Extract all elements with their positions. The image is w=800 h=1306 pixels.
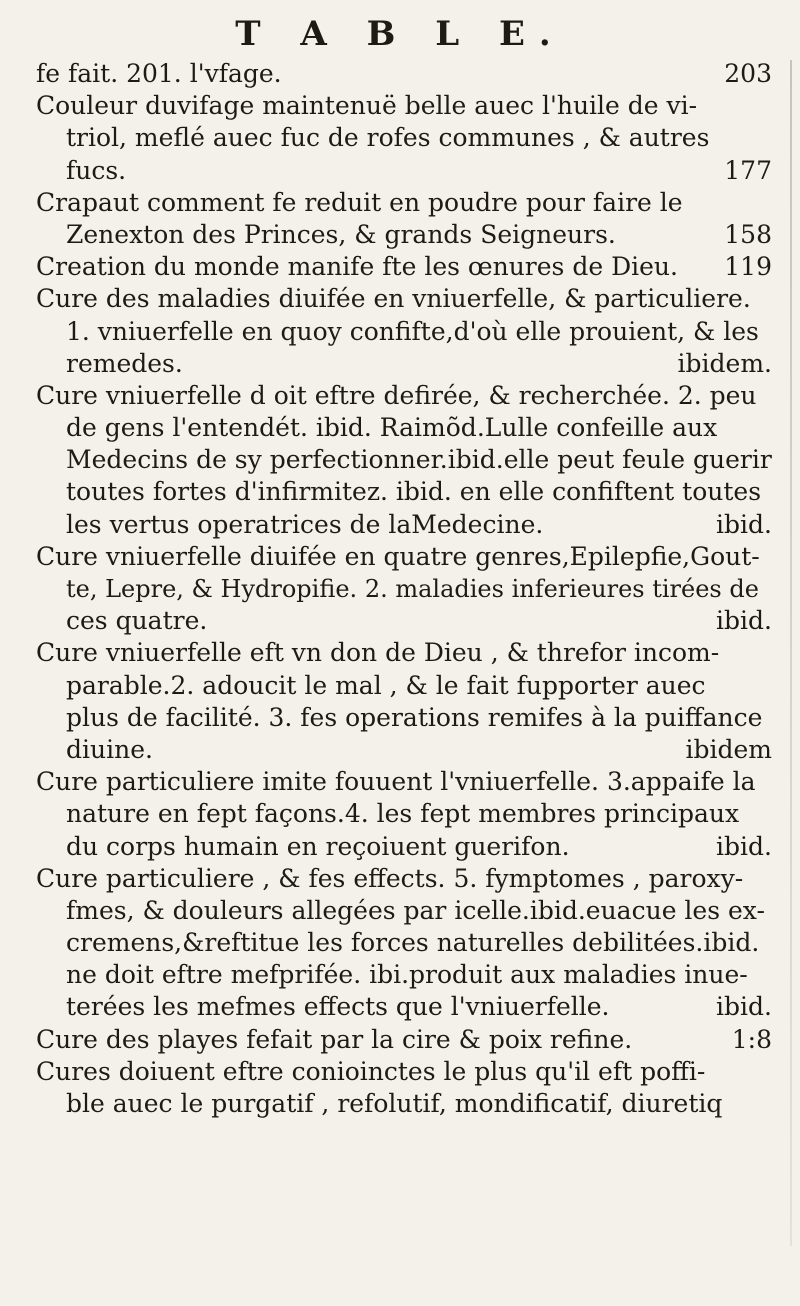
index-line-text: Cures doiuent eftre conioinctes le plus qu'il eft poffi- [36, 1056, 706, 1086]
index-line [36, 219, 772, 251]
index-line-text: Zenexton des Princes, & grands Seigneurs. [66, 219, 616, 249]
index-line-text: Creation du monde manife fte les œnures de Dieu. [36, 252, 678, 282]
index-line-text: Crapaut comment fe reduit en poudre pour faire le [36, 187, 683, 217]
index-line [36, 412, 772, 444]
index-line-text: plus de facilité. 3. fes operations remifes à la puiffance [66, 702, 763, 732]
page-reference: 158 [724, 219, 772, 249]
index-line [36, 895, 772, 927]
page-reference: ibid. [716, 509, 772, 539]
index-line [36, 863, 772, 895]
index-line-text: fucs. [66, 155, 127, 185]
index-line-text: Cure vniuerfelle d oit eftre defirée, & recherchée. 2. peu [36, 380, 757, 410]
index-line-text: nature en fept façons.4. les fept membres principaux [66, 799, 740, 829]
index-line [36, 927, 772, 959]
index-line [36, 90, 772, 122]
index-line [36, 1056, 772, 1088]
index-line [36, 1088, 772, 1120]
index-line [36, 155, 772, 187]
index-line-text: Cure des playes fefait par la cire & poix refine. [36, 1024, 633, 1054]
index-line [36, 605, 772, 637]
index-line [36, 991, 772, 1023]
index-line-text: te, Lepre, & Hydropifie. 2. maladies inferieures tirées de [66, 575, 759, 603]
index-line [36, 316, 772, 348]
index-line-text: Medecins de sy perfectionner.ibid.elle peut feule guerir [66, 445, 772, 475]
index-line [36, 766, 772, 798]
index-line [36, 637, 772, 669]
index-line-text: toutes fortes d'infirmitez. ibid. en elle confiftent toutes [66, 477, 762, 507]
index-line-text: Cure particuliere imite fouuent l'vniuerfelle. 3.appaife la [36, 767, 756, 797]
index-line-text: parable.2. adoucit le mal , & le fait fupporter auec [66, 670, 706, 700]
index-line [36, 444, 772, 476]
page-header: T A B L E. [235, 14, 565, 54]
index-line [36, 670, 772, 702]
index-entries [36, 58, 772, 1120]
page-reference: 1:8 [731, 1024, 772, 1054]
index-line-text: Cure des maladies diuifée en vniuerfelle, & particuliere. [36, 284, 751, 314]
index-line [36, 1024, 772, 1056]
index-line-text: Cure particuliere , & fes effects. 5. fymptomes , paroxy- [36, 863, 744, 893]
index-line-text: ces quatre. [66, 606, 208, 636]
index-line [36, 798, 772, 830]
index-line-text: fe fait. 201. l'vfage. [36, 59, 282, 88]
index-line-text: cremens,&reftitue les forces naturelles debilitées.ibid. [66, 928, 760, 958]
page-reference: 203 [724, 59, 772, 88]
index-line-text: 1. vniuerfelle en quoy confifte,d'où elle prouient, & les [66, 316, 759, 346]
page-edge [790, 60, 792, 1246]
index-line-text: diuine. [66, 734, 153, 764]
page-reference: 119 [724, 252, 772, 282]
index-line [36, 476, 772, 508]
index-line [36, 348, 772, 380]
index-line [36, 58, 772, 90]
index-line [36, 541, 772, 573]
index-line [36, 283, 772, 315]
index-line [36, 831, 772, 863]
index-line-text: ne doit eftre mefprifée. ibi.produit aux maladies inue- [66, 960, 748, 990]
index-line-text: les vertus operatrices de laMedecine. [66, 509, 544, 539]
page-reference: ibid. [716, 606, 772, 636]
index-line [36, 573, 772, 605]
index-line [36, 122, 772, 154]
index-line [36, 734, 772, 766]
index-line-text: fmes, & douleurs allegées par icelle.ibid.euacue les ex- [66, 895, 765, 925]
index-line-text: triol, meflé auec fuc de rofes communes , & autres [66, 123, 710, 153]
page-reference: ibidem. [677, 348, 772, 378]
index-line [36, 251, 772, 283]
index-line [36, 380, 772, 412]
index-line [36, 509, 772, 541]
index-line-text: terées les mefmes effects que l'vniuerfelle. [66, 992, 610, 1022]
index-line-text: Cure vniuerfelle eft vn don de Dieu , & threfor incom- [36, 638, 720, 668]
index-line [36, 187, 772, 219]
index-line-text: du corps humain en reçoiuent guerifon. [66, 831, 570, 861]
page-reference: 177 [724, 155, 772, 185]
page-reference: ibid. [716, 831, 772, 861]
index-line [36, 959, 772, 991]
page-reference: ibidem [685, 734, 772, 764]
index-line-text: remedes. [66, 348, 183, 378]
index-line-text: de gens l'entendét. ibid. Raimõd.Lulle confeille aux [66, 413, 718, 443]
index-line [36, 702, 772, 734]
index-line-text: Cure vniuerfelle diuifée en quatre genres,Epilepfie,Gout- [36, 541, 760, 571]
index-line-text: ble auec le purgatif , refolutif, mondificatif, diuretiq [66, 1089, 723, 1118]
index-line-text: Couleur duvifage maintenuë belle auec l'huile de vi- [36, 91, 698, 121]
page-reference: ibid. [716, 992, 772, 1022]
